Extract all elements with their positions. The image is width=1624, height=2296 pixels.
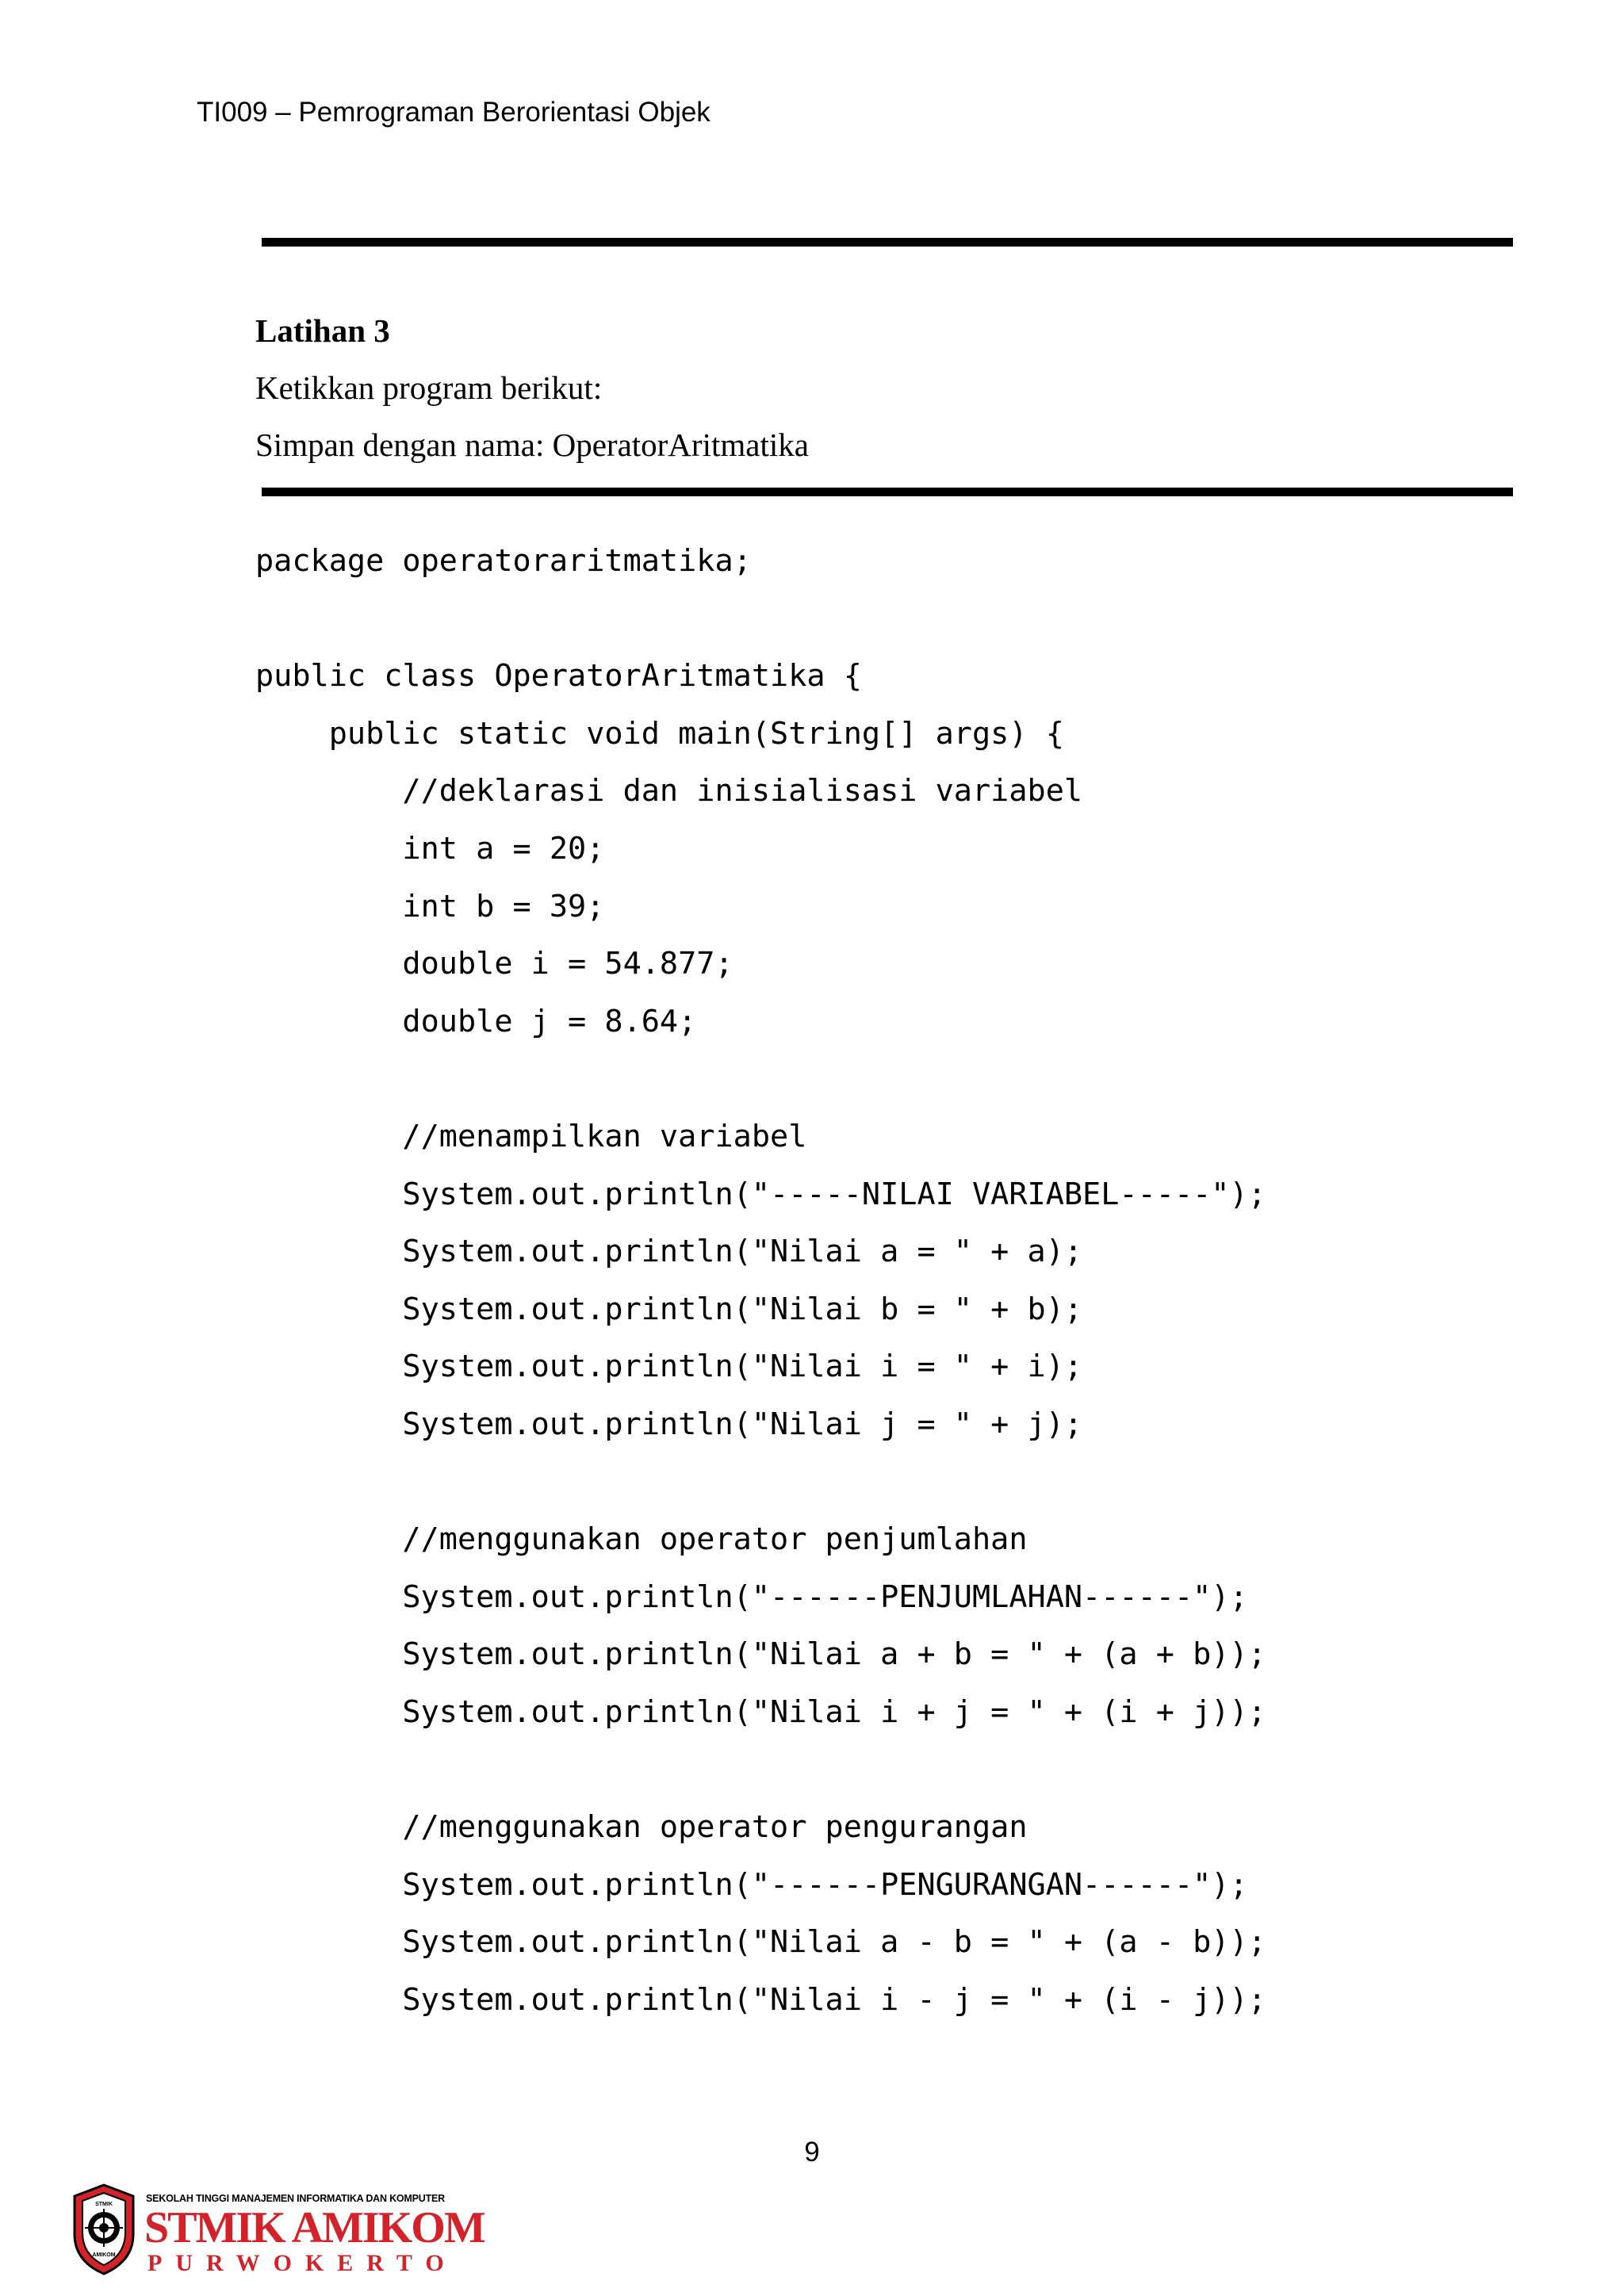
- svg-text:AMIKOM: AMIKOM: [92, 2252, 116, 2258]
- code-block: [255, 533, 1266, 2029]
- svg-text:STMIK: STMIK: [95, 2202, 113, 2207]
- code-line: //menggunakan operator penjumlahan: [255, 1521, 1028, 1558]
- course-header: TI009 – Pemrograman Berorientasi Objek: [197, 97, 710, 128]
- code-line: System.out.println("Nilai i + j = " + (i + j));: [255, 1693, 1266, 1730]
- code-line: //menggunakan operator pengurangan: [255, 1809, 1028, 1846]
- code-line: System.out.println("Nilai i - j = " + (i - j));: [255, 1981, 1266, 2018]
- code-line: [255, 1050, 1266, 1108]
- code-line: public class OperatorAritmatika {: [255, 658, 862, 695]
- exercise-title: Latihan 3: [255, 312, 390, 349]
- exercise-save-as: Simpan dengan nama: OperatorAritmatika: [255, 427, 809, 463]
- code-line: //menampilkan variabel: [255, 1118, 807, 1154]
- code-line: [255, 591, 1266, 649]
- logo-city: PURWOKERTO: [147, 2250, 458, 2276]
- code-line: int a = 20;: [255, 830, 605, 867]
- code-line: System.out.println("Nilai b = " + b);: [255, 1291, 1083, 1327]
- code-line: package operatoraritmatika;: [255, 543, 752, 579]
- logo-subtitle: SEKOLAH TINGGI MANAJEMEN INFORMATIKA DAN KOMPUTER: [146, 2193, 445, 2204]
- code-line: System.out.println("Nilai a = " + a);: [255, 1234, 1083, 1270]
- code-line: int b = 39;: [255, 888, 605, 924]
- code-line: System.out.println("-----NILAI VARIABEL-----");: [255, 1176, 1266, 1212]
- code-line: [255, 1454, 1266, 1512]
- logo-emblem-icon: [70, 2182, 138, 2277]
- institution-logo: [70, 2182, 485, 2277]
- code-line: System.out.println("Nilai a - b = " + (a - b));: [255, 1924, 1266, 1961]
- code-line: System.out.println("------PENGURANGAN------");: [255, 1866, 1248, 1903]
- logo-name: STMIK AMIKOM: [144, 2203, 485, 2252]
- code-line: public static void main(String[] args) {: [255, 715, 1064, 752]
- code-line: double i = 54.877;: [255, 946, 733, 982]
- code-line: //deklarasi dan inisialisasi variabel: [255, 773, 1083, 809]
- code-line: System.out.println("Nilai i = " + i);: [255, 1349, 1083, 1385]
- code-line: System.out.println("Nilai j = " + j);: [255, 1406, 1083, 1442]
- code-line: System.out.println("------PENJUMLAHAN------");: [255, 1578, 1248, 1615]
- page-number: 9: [804, 2137, 820, 2168]
- code-line: System.out.println("Nilai a + b = " + (a + b));: [255, 1636, 1266, 1673]
- code-line: double j = 8.64;: [255, 1003, 697, 1039]
- top-divider: [262, 238, 1513, 247]
- code-divider: [262, 488, 1513, 496]
- code-line: [255, 1741, 1266, 1799]
- exercise-instruction: Ketikkan program berikut:: [255, 369, 603, 406]
